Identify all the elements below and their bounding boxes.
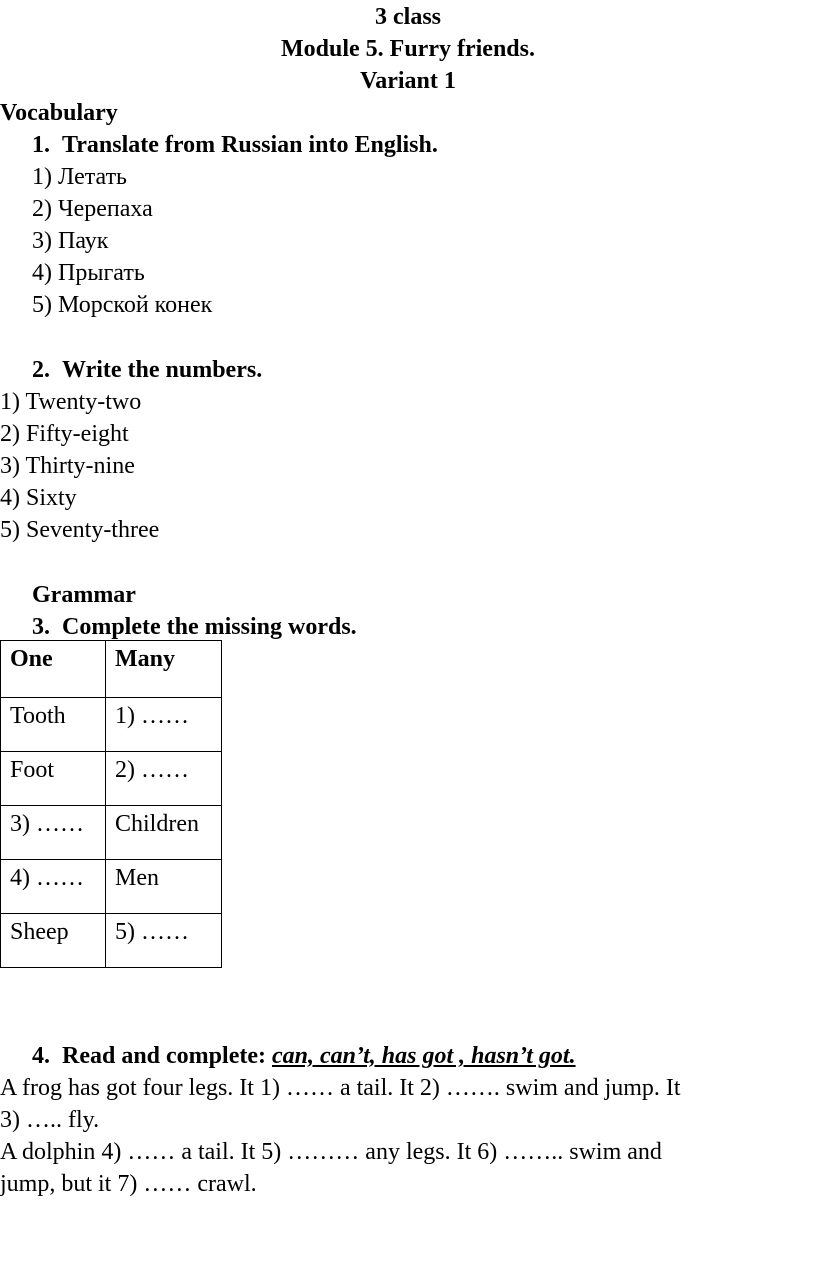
task1-title: Translate from Russian into English. [62,132,438,158]
task4-text-line-1: A frog has got four legs. It 1) …… a tail. It 2) ……. swim and jump. It [0,1075,681,1101]
task2-item-2: 2) Fifty-eight [0,421,129,447]
task1-item-1: 1) Летать [32,164,128,190]
task3-title: Complete the missing words. [62,614,357,640]
table-cell: 5) …… [106,914,222,968]
task4-title: Read and complete: [62,1043,266,1069]
vocabulary-section-title: Vocabulary [0,100,118,126]
task1-item-3: 3) Паук [32,228,109,254]
task1-heading [32,131,438,159]
table-header-many: Many [106,641,222,698]
task2-item-1: 1) Twenty-two [0,389,142,415]
task4-heading [32,1042,576,1070]
task3-number: 3. [32,614,50,640]
task2-heading [32,356,262,384]
table-cell: 2) …… [106,752,222,806]
module-heading: Module 5. Furry friends. [281,36,535,62]
table-row [1,860,222,914]
table-cell: 4) …… [1,860,106,914]
table-cell: 1) …… [106,698,222,752]
table-header-row [1,641,222,698]
table-row [1,698,222,752]
task2-number: 2. [32,357,50,383]
task1-item-5: 5) Морской конек [32,292,213,318]
task1-item-4: 4) Прыгать [32,260,145,286]
table-header-one: One [1,641,106,698]
table-cell: Tooth [1,698,106,752]
table-cell: Foot [1,752,106,806]
task2-title: Write the numbers. [62,357,263,383]
singular-plural-table [0,640,222,968]
task4-word-bank: can, can’t, has got , hasn’t got. [271,1043,576,1069]
grammar-section-title: Grammar [32,582,136,608]
task4-number: 4. [32,1043,50,1069]
table-cell: Sheep [1,914,106,968]
task2-item-3: 3) Thirty-nine [0,453,135,479]
task4-text-line-3: A dolphin 4) …… a tail. It 5) ……… any legs. It 6) …….. swim and [0,1139,662,1165]
task1-item-2: 2) Черепаха [32,196,153,222]
task2-item-4: 4) Sixty [0,485,77,511]
table-cell: Men [106,860,222,914]
table-cell: Children [106,806,222,860]
table-row [1,914,222,968]
table-row [1,752,222,806]
task1-number: 1. [32,132,50,158]
task4-text-line-2: 3) ….. fly. [0,1107,100,1133]
table-cell: 3) …… [1,806,106,860]
task3-heading [32,613,357,641]
variant-heading: Variant 1 [360,68,456,94]
task4-text-line-4: jump, but it 7) …… crawl. [0,1171,257,1197]
task2-item-5: 5) Seventy-three [0,517,160,543]
class-heading: 3 class [375,4,441,30]
table-row [1,806,222,860]
